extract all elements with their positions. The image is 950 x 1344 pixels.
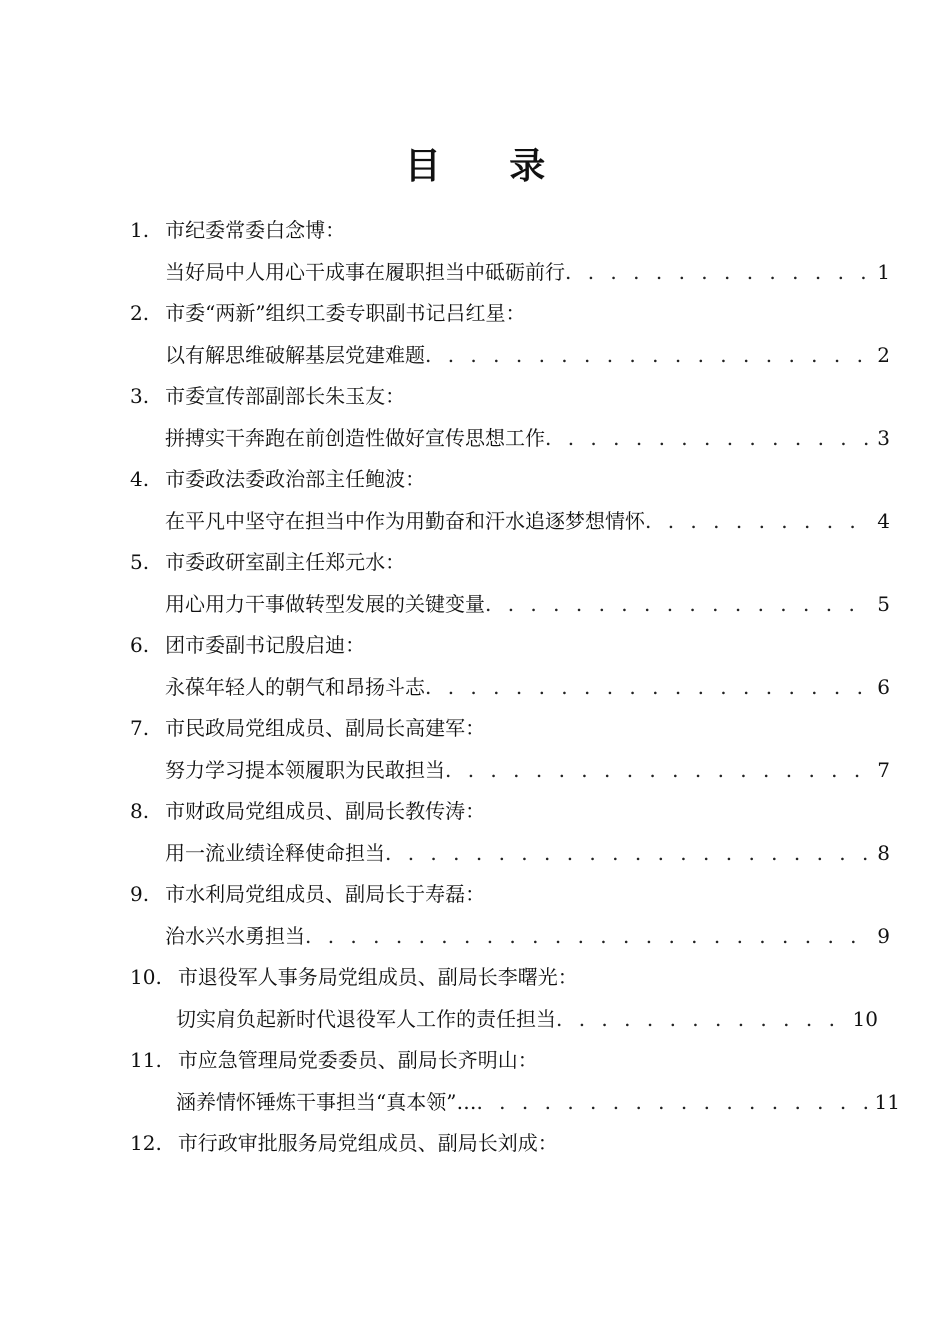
entry-page-number: 4 bbox=[877, 509, 890, 533]
entry-number: 11. bbox=[130, 1048, 162, 1072]
entry-page-number: 2 bbox=[877, 343, 890, 367]
entry-number: 4. bbox=[130, 467, 150, 491]
entry-number: 1. bbox=[130, 218, 150, 242]
dot-leader bbox=[545, 420, 873, 456]
entry-article-line[interactable] bbox=[165, 503, 890, 539]
entry-article-line[interactable] bbox=[176, 1001, 878, 1037]
entry-author: 团市委副书记殷启迪： bbox=[165, 633, 366, 657]
entry-author: 市民政局党组成员、副局长高建军： bbox=[165, 716, 486, 740]
toc-entry bbox=[0, 627, 950, 710]
dot-leader bbox=[305, 918, 873, 954]
entry-page-number: 5 bbox=[877, 592, 890, 616]
entry-article-line[interactable] bbox=[165, 835, 890, 871]
entry-article-line[interactable] bbox=[176, 1084, 900, 1120]
entry-author: 市纪委常委白念博： bbox=[165, 218, 346, 242]
dot-leader bbox=[565, 254, 873, 290]
toc-entry bbox=[0, 544, 950, 627]
dot-leader bbox=[476, 1084, 870, 1120]
entry-author: 市行政审批服务局党组成员、副局长刘成： bbox=[177, 1131, 558, 1155]
toc-entry bbox=[0, 1125, 950, 1208]
toc-entry bbox=[0, 378, 950, 461]
entry-article-line[interactable] bbox=[165, 420, 890, 456]
toc-entry bbox=[0, 295, 950, 378]
entry-article-line[interactable] bbox=[165, 254, 890, 290]
toc-entry bbox=[0, 793, 950, 876]
entry-article-title: 努力学习提本领履职为民敢担当 bbox=[165, 758, 445, 782]
entry-article-line[interactable] bbox=[165, 586, 890, 622]
entry-author: 市委宣传部副部长朱玉友： bbox=[165, 384, 406, 408]
entry-article-title: 治水兴水勇担当 bbox=[165, 924, 305, 948]
entry-article-line[interactable] bbox=[165, 337, 890, 373]
entry-author: 市应急管理局党委委员、副局长齐明山： bbox=[177, 1048, 538, 1072]
entry-number: 9. bbox=[130, 882, 150, 906]
entry-article-line[interactable] bbox=[165, 669, 890, 705]
entry-number: 12. bbox=[130, 1131, 162, 1155]
entry-article-title: 用心用力干事做转型发展的关键变量 bbox=[165, 592, 485, 616]
toc-entry bbox=[0, 461, 950, 544]
entry-article-title: 用一流业绩诠释使命担当 bbox=[165, 841, 385, 865]
dot-leader bbox=[485, 586, 873, 622]
entry-page-number: 6 bbox=[877, 675, 890, 699]
entry-article-title: 涵养情怀锤炼干事担当“真本领”… bbox=[176, 1090, 477, 1114]
entry-author: 市委政法委政治部主任鲍波： bbox=[165, 467, 426, 491]
entry-article-line[interactable] bbox=[165, 752, 890, 788]
toc-entry bbox=[0, 710, 950, 793]
entry-article-title: 永葆年轻人的朝气和昂扬斗志 bbox=[165, 675, 425, 699]
dot-leader bbox=[556, 1001, 849, 1037]
entry-article-title: 在平凡中坚守在担当中作为用勤奋和汗水追逐梦想情怀 bbox=[165, 509, 645, 533]
entry-article-title: 切实肩负起新时代退役军人工作的责任担当 bbox=[176, 1007, 556, 1031]
entry-number: 5. bbox=[130, 550, 150, 574]
entry-article-title: 拼搏实干奔跑在前创造性做好宣传思想工作 bbox=[165, 426, 545, 450]
entry-number: 8. bbox=[130, 799, 150, 823]
toc-list bbox=[0, 212, 950, 1208]
entry-author: 市财政局党组成员、副局长教传涛： bbox=[165, 799, 486, 823]
entry-article-line[interactable] bbox=[165, 918, 890, 954]
dot-leader bbox=[385, 835, 873, 871]
entry-author: 市水利局党组成员、副局长于寿磊： bbox=[165, 882, 486, 906]
entry-page-number: 9 bbox=[877, 924, 890, 948]
entry-number: 2. bbox=[130, 301, 150, 325]
entry-author: 市退役军人事务局党组成员、副局长李曙光： bbox=[177, 965, 578, 989]
entry-author: 市委“两新”组织工委专职副书记吕红星： bbox=[165, 301, 526, 325]
entry-number: 6. bbox=[130, 633, 150, 657]
entry-page-number: 7 bbox=[877, 758, 890, 782]
entry-author: 市委政研室副主任郑元水： bbox=[165, 550, 406, 574]
entry-page-number: 11 bbox=[874, 1090, 900, 1114]
entry-number: 3. bbox=[130, 384, 150, 408]
toc-entry bbox=[0, 1042, 950, 1125]
dot-leader bbox=[645, 503, 873, 539]
toc-entry bbox=[0, 876, 950, 959]
dot-leader bbox=[445, 752, 873, 788]
entry-number: 7. bbox=[130, 716, 150, 740]
entry-page-number: 1 bbox=[877, 260, 890, 284]
toc-entry bbox=[0, 959, 950, 1042]
entry-article-title: 以有解思维破解基层党建难题 bbox=[165, 343, 425, 367]
entry-page-number: 10 bbox=[852, 1007, 878, 1031]
entry-number: 10. bbox=[130, 965, 162, 989]
entry-page-number: 8 bbox=[877, 841, 890, 865]
dot-leader bbox=[425, 337, 873, 373]
dot-leader bbox=[425, 669, 873, 705]
entry-article-title: 当好局中人用心干成事在履职担当中砥砺前行 bbox=[165, 260, 565, 284]
toc-entry bbox=[0, 212, 950, 295]
entry-page-number: 3 bbox=[877, 426, 890, 450]
toc-title: 目 录 bbox=[404, 145, 574, 187]
